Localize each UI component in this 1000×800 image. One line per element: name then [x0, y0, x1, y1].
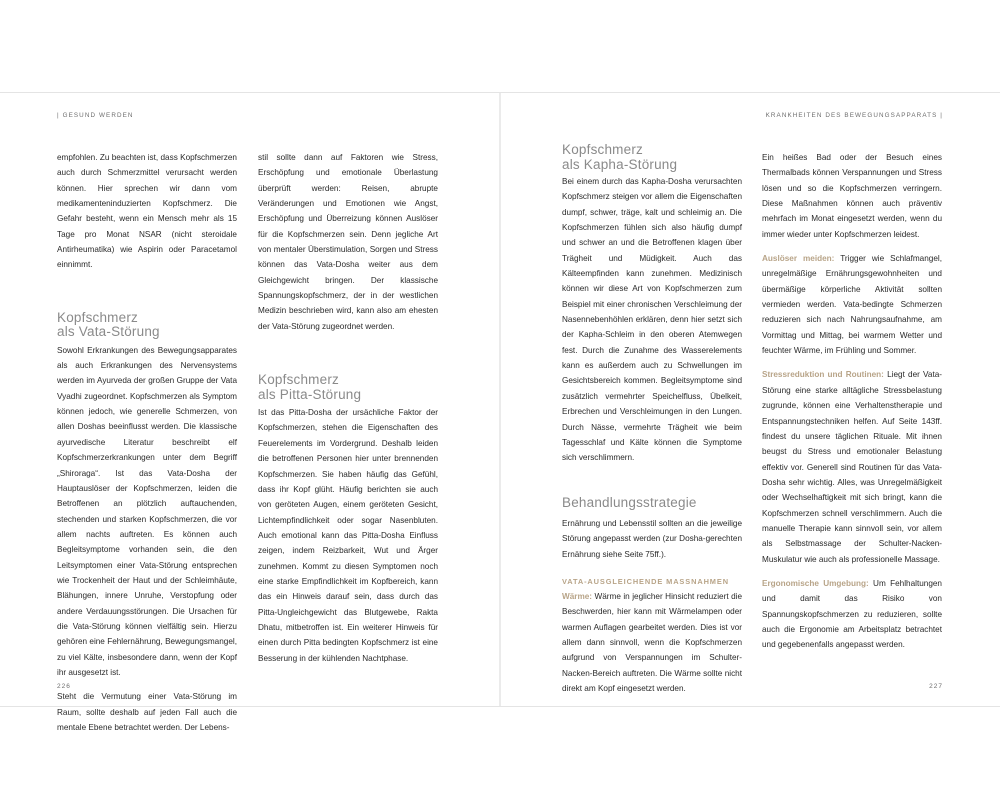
paragraph [562, 589, 742, 696]
column-2 [258, 150, 438, 666]
lead-term: Stressreduktion und Routinen: [762, 370, 884, 380]
lead-term: Ergonomische Umgebung: [762, 578, 869, 588]
column-3 [562, 143, 742, 696]
running-head-left: | GESUND WERDEN [57, 112, 134, 119]
paragraph [762, 367, 942, 566]
lead-term: Wärme: [562, 592, 593, 602]
paragraph [762, 251, 942, 358]
section-heading-kapha [562, 143, 742, 172]
subheading-vata-measures: VATA-AUSGLEICHENDE MASSNAHMEN [562, 577, 729, 587]
paragraph-body: Um Fehlhaltungen und damit das Risiko von Spannungskopfschmerzen zu reduzieren, sollte auch die Ergonomie am Arbeitsplatz betrachtet und gegebenenfalls angepasst werden. [762, 578, 942, 650]
section-heading-vata [57, 311, 237, 340]
column-1 [57, 150, 237, 735]
paragraph: stil sollte dann auf Faktoren wie Stress, Erschöpfung und emotionale Überlastung überprüft werden: Reisen, abrupte Veränderungen und Emotionen wie Angst, Erschöpfung und Überreizung können Auslöser für die Kopfschmerzen sein. Denn jegliche Art von mentaler Überstimulation, Sorgen und Stress können das Vata-Dosha weiter aus dem Gleichgewicht bringen. Der klassische Spannungskopfschmerz, der in der westlichen Medizin beschrieben wird, kann also am ehesten der Vata-Störung zugeordnet werden. [258, 153, 438, 331]
running-head-right: KRANKHEITEN DES BEWEGUNGSAPPARATS | [765, 112, 943, 119]
paragraph: Bei einem durch das Kapha-Dosha verursachten Kopfschmerz steigen vor allem die Eigenschaften dumpf, schwer, träge, kalt und schleimig an. Die Kopfschmerzen fühlen sich also häufig dumpf und schwer an und die Betroffenen klagen über Trägheit und Müdigkeit. Auch das Kälteempfinden kann zunehmen. Medizinisch können wir diese Art von Kopfschmerzen zum Beispiel mit einer chronischen Verschleimung der Nasennebenhöhlen erklären, denn hier setzt sich der Kapha-Schleim in den oberen Atemwegen fest. Durch die Zunahme des Wasserelements kann es außerdem auch zu Schwellungen im Gesichtsbereich kommen. Begleitsymptome sind zusätzlich vermehrter Speichelfluss, Übelkeit, Erbrechen und Verschleimungen in den Lungen. Durch Nässe, vermehrte Trägheit wie beim Tagesschlaf und Kälte können die Symptome sich verschlimmern. [562, 177, 742, 463]
paragraph [762, 576, 942, 653]
page-number-left: 226 [57, 683, 71, 690]
heading-line: Kopfschmerz [562, 142, 643, 157]
section-heading-treatment: Behandlungsstrategie [562, 494, 697, 510]
paragraph-body: Liegt der Vata-Störung eine starke alltägliche Stressbelastung zugrunde, können eine Verhaltenstherapie und Entspannungstechniken helfen. Auf Seite 143ff. findest du unsere täglichen Rituale. Mit ihnen beugst du Stress und emotionaler Belastung effektiv vor. Generell sind Routinen für das Vata-Dosha sehr wichtig. Alles, was Unregelmäßigkeit oder Wechselhaftigkeit mit sich bringt, kann die Kopfschmerzen schnell verschlimmern. Auch die manuelle Therapie kann sinnvoll sein, vor allem als Selbstmassage der Schulter-Nacken-Muskulatur wie auch als professionelle Massage. [762, 370, 942, 564]
paragraph-body: Trigger wie Schlafmangel, unregelmäßige Ernährungsgewohnheiten und übermäßige körperliche Aktivität sollten vermieden werden. Vata-bedingte Schmerzen reduzieren sich nach Nahrungsaufnahme, am Vormittag und Mittag, bei warmem Wetter und feuchter Wärme, im Frühling und Sommer. [762, 254, 942, 356]
heading-line: als Pitta-Störung [258, 386, 362, 402]
book-gutter [499, 93, 501, 706]
paragraph: Sowohl Erkrankungen des Bewegungsapparates als auch Erkrankungen des Nervensystems werden im Ayurveda der großen Gruppe der Vata Vyadhi zugeordnet. Kopfschmerzen als Symptom können jedoch, wie generelle Schmerzen, von allen Doshas beeinflusst werden. Die klassische ayurvedische Literatur beschreibt elf Kopfschmerzerkrankungen unter dem Begriff „Shiroraga“. Ist das Vata-Dosha der Hauptauslöser der Kopfschmerzen, leiden die Betroffenen an plötzlich auftauchenden, stechenden und starken Kopfschmerzen, die vor allem nachts auftreten. Es können auch Begleitsymptome vorhanden sein, die den Leitsymptomen einer Vata-Störung entsprechen wie Trockenheit der Haut und der Schleimhäute, Blähungen, innere Unruhe, Verstopfung oder andere Verdauungsstörungen. Die Ursachen für die Vata-Störung können vielfältig sein. Hierzu gehören eine Fehlernährung, Bewegungsmangel, zu viel Kälte, insbesondere dann, wenn der Kopf ihr ausgesetzt ist. [57, 345, 237, 677]
paragraph: Ein heißes Bad oder der Besuch eines Thermalbads können Verspannungen und Stress lösen und so die Kopfschmerzen verringern. Diese Maßnahmen können auch präventiv mehrfach im Monat eingesetzt werden, wenn du immer wieder unter Kopfschmerzen leidest. [762, 153, 942, 239]
paragraph: Ist das Pitta-Dosha der ursächliche Faktor der Kopfschmerzen, stehen die Eigenschaften des Feuerelements im Vordergrund. Deshalb leiden die betroffenen Personen hier unter brennenden Kopfschmerzen. Sie haben häufig das Gefühl, dass ihr Kopf glüht. Häufig berichten sie auch von geröteten Augen, einem geröteten Gesicht, Lichtempfindlichkeit oder sogar Nasenbluten. Auch emotional kann das Pitta-Dosha Einfluss zeigen, indem Reizbarkeit, Wut und Ärger zunehmen. Kommt zu diesen Symptomen noch eine starke Empfindlichkeit im Kopfbereich, kann das ein Hinweis darauf sein, dass durch das Pitta-Ungleichgewicht das Blutgewebe, Rakta Dhatu, mitbetroffen ist. Ein weiterer Hinweis für einen durch Pitta bedingten Kopfschmerz ist eine Besserung in der kühlenden Nachtphase. [258, 408, 438, 663]
paragraph: Ernährung und Lebensstil sollten an die jeweilige Störung angepasst werden (zur Dosha-gerechten Ernährung siehe Seite 75ff.). [562, 519, 742, 559]
heading-line: Kopfschmerz [258, 372, 339, 388]
paragraph-body: Wärme in jeglicher Hinsicht reduziert die Beschwerden, hier kann mit Wärmelampen oder warmen Auflagen gearbeitet werden. Dies ist vor allem dann sinnvoll, wenn die Kopfschmerzen aufgrund von Verspannungen im Schulter-Nacken-Bereich auftreten. Die Wärme sollte nicht direkt am Kopf eingesetzt werden. [562, 592, 742, 694]
heading-line: als Vata-Störung [57, 324, 160, 340]
lead-term: Auslöser meiden: [762, 254, 835, 264]
paragraph: Steht die Vermutung einer Vata-Störung im Raum, sollte deshalb auf jeden Fall auch die mentale Ebene betrachtet werden. Der Lebens- [57, 692, 237, 732]
section-heading-pitta [258, 373, 438, 402]
column-4 [762, 150, 942, 653]
heading-line: Kopfschmerz [57, 309, 138, 325]
paragraph: empfohlen. Zu beachten ist, dass Kopfschmerzen auch durch Schmerzmittel verursacht werden können. Hier sprechen wir dann vom medikamenteninduzierten Kopfschmerz. Die Gefahr besteht, wenn ein Mensch mehr als 15 Tage pro Monat NSAR (nicht steroidale Antirheumatika) wie Aspirin oder Paracetamol einnimmt. [57, 153, 237, 270]
book-spread [0, 92, 1000, 732]
heading-line: als Kapha-Störung [562, 156, 678, 172]
page-number-right: 227 [929, 683, 943, 690]
